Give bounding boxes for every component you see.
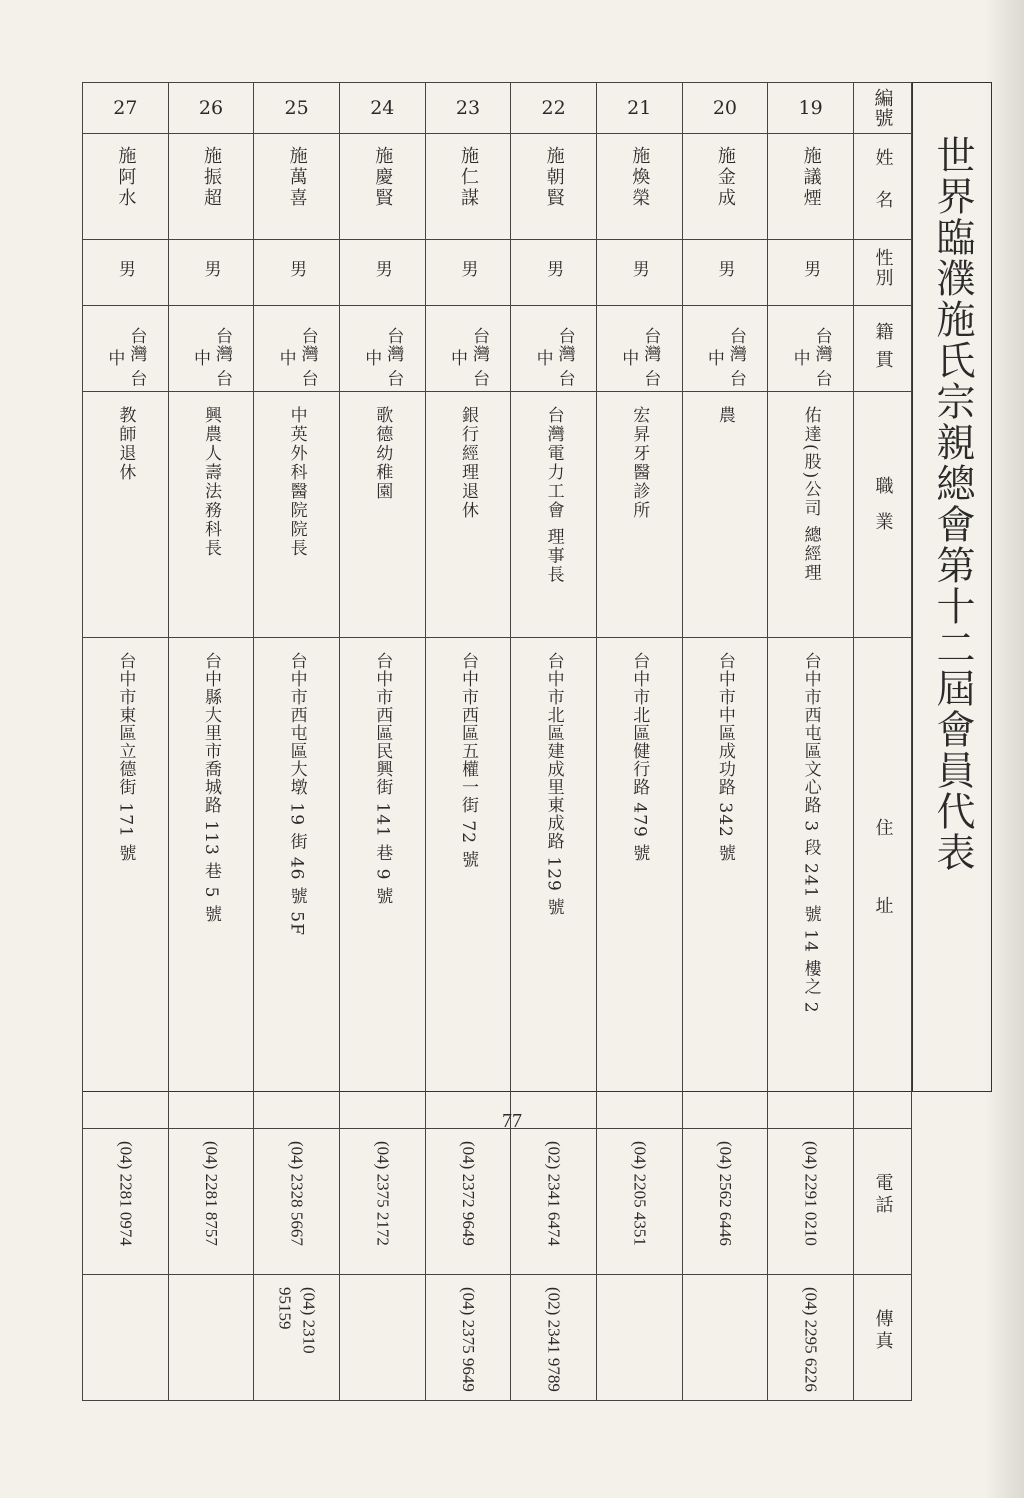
cell-origin: 台灣 台中 [254, 306, 340, 392]
cell-address: 台中市西屯區大墩 19 街 46 號 5F [254, 638, 340, 1129]
cell-origin: 台灣 台中 [768, 306, 854, 392]
page-number: 77 [502, 1110, 522, 1132]
cell-origin: 台灣 台中 [682, 306, 768, 392]
cell-origin: 台灣 台中 [425, 306, 511, 392]
cell-address: 台中市西屯區文心路 3 段 241 號 14 樓之 2 [768, 638, 854, 1129]
cell-tel: (04) 2281 8757 [168, 1129, 254, 1275]
cell-job: 興農人壽法務科長 [168, 392, 254, 638]
header-origin: 籍貫 [854, 306, 912, 392]
cell-tel: (04) 2291 0210 [768, 1129, 854, 1275]
header-name: 姓名 [854, 134, 912, 240]
cell-address: 台中市西區民興街 141 巷 9 號 [339, 638, 425, 1129]
cell-job: 農 [682, 392, 768, 638]
cell-origin: 台灣 台中 [596, 306, 682, 392]
cell-fax [596, 1275, 682, 1401]
cell-fax [339, 1275, 425, 1401]
cell-number: 19 [768, 83, 854, 134]
cell-origin: 台灣 台中 [339, 306, 425, 392]
cell-origin: 台灣 台中 [83, 306, 169, 392]
row-origin [83, 306, 912, 392]
cell-fax: (04) 2295 6226 [768, 1275, 854, 1401]
cell-number: 24 [339, 83, 425, 134]
cell-fax [682, 1275, 768, 1401]
cell-number: 21 [596, 83, 682, 134]
cell-fax: (04) 2310 95159 [254, 1275, 340, 1401]
cell-tel: (04) 2328 5667 [254, 1129, 340, 1275]
cell-sex: 男 [339, 240, 425, 306]
header-address: 住址 [854, 638, 912, 1129]
cell-sex: 男 [768, 240, 854, 306]
cell-name: 施金成 [682, 134, 768, 240]
cell-fax: (02) 2341 9789 [511, 1275, 597, 1401]
cell-sex: 男 [596, 240, 682, 306]
cell-job: 教師退休 [83, 392, 169, 638]
row-job [83, 392, 912, 638]
header-job: 職業 [854, 392, 912, 638]
cell-number: 25 [254, 83, 340, 134]
cell-fax [83, 1275, 169, 1401]
cell-job: 佑達(股)公司 總經理 [768, 392, 854, 638]
cell-address: 台中市東區立德街 171 號 [83, 638, 169, 1129]
cell-number: 22 [511, 83, 597, 134]
cell-origin: 台灣 台中 [511, 306, 597, 392]
cell-name: 施萬喜 [254, 134, 340, 240]
header-number: 編號 [854, 83, 912, 134]
page-title: 世界臨濮施氏宗親總會第十二屆會員代表 [930, 135, 975, 873]
cell-number: 23 [425, 83, 511, 134]
cell-fax: (04) 2375 9649 [425, 1275, 511, 1401]
cell-sex: 男 [168, 240, 254, 306]
header-sex: 性別 [854, 240, 912, 306]
row-fax [83, 1275, 912, 1401]
cell-name: 施議煙 [768, 134, 854, 240]
header-fax: 傳真 [854, 1275, 912, 1401]
cell-fax [168, 1275, 254, 1401]
member-table [82, 82, 912, 1401]
cell-sex: 男 [511, 240, 597, 306]
cell-address: 台中市北區健行路 479 號 [596, 638, 682, 1129]
cell-name: 施振超 [168, 134, 254, 240]
cell-name: 施朝賢 [511, 134, 597, 240]
cell-sex: 男 [83, 240, 169, 306]
cell-address: 台中市北區建成里東成路 129 號 [511, 638, 597, 1129]
cell-number: 26 [168, 83, 254, 134]
cell-origin: 台灣 台中 [168, 306, 254, 392]
cell-tel: (04) 2375 2172 [339, 1129, 425, 1275]
cell-tel: (04) 2205 4351 [596, 1129, 682, 1275]
cell-sex: 男 [682, 240, 768, 306]
cell-tel: (04) 2281 0974 [83, 1129, 169, 1275]
header-tel: 電話 [854, 1129, 912, 1275]
row-name [83, 134, 912, 240]
cell-address: 台中市中區成功路 342 號 [682, 638, 768, 1129]
row-address [83, 638, 912, 1129]
cell-address: 台中縣大里市喬城路 113 巷 5 號 [168, 638, 254, 1129]
cell-name: 施慶賢 [339, 134, 425, 240]
row-sex [83, 240, 912, 306]
cell-sex: 男 [425, 240, 511, 306]
cell-job: 中英外科醫院院長 [254, 392, 340, 638]
cell-job: 銀行經理退休 [425, 392, 511, 638]
cell-number: 20 [682, 83, 768, 134]
cell-tel: (04) 2372 9649 [425, 1129, 511, 1275]
cell-tel: (02) 2341 6474 [511, 1129, 597, 1275]
cell-address: 台中市西區五權一街 72 號 [425, 638, 511, 1129]
cell-number: 27 [83, 83, 169, 134]
cell-job: 歌德幼稚園 [339, 392, 425, 638]
cell-sex: 男 [254, 240, 340, 306]
cell-job: 台灣電力工會 理事長 [511, 392, 597, 638]
cell-tel: (04) 2562 6446 [682, 1129, 768, 1275]
cell-name: 施煥榮 [596, 134, 682, 240]
row-number [83, 83, 912, 134]
cell-name: 施阿水 [83, 134, 169, 240]
cell-job: 宏昇牙醫診所 [596, 392, 682, 638]
row-tel [83, 1129, 912, 1275]
cell-name: 施仁謀 [425, 134, 511, 240]
